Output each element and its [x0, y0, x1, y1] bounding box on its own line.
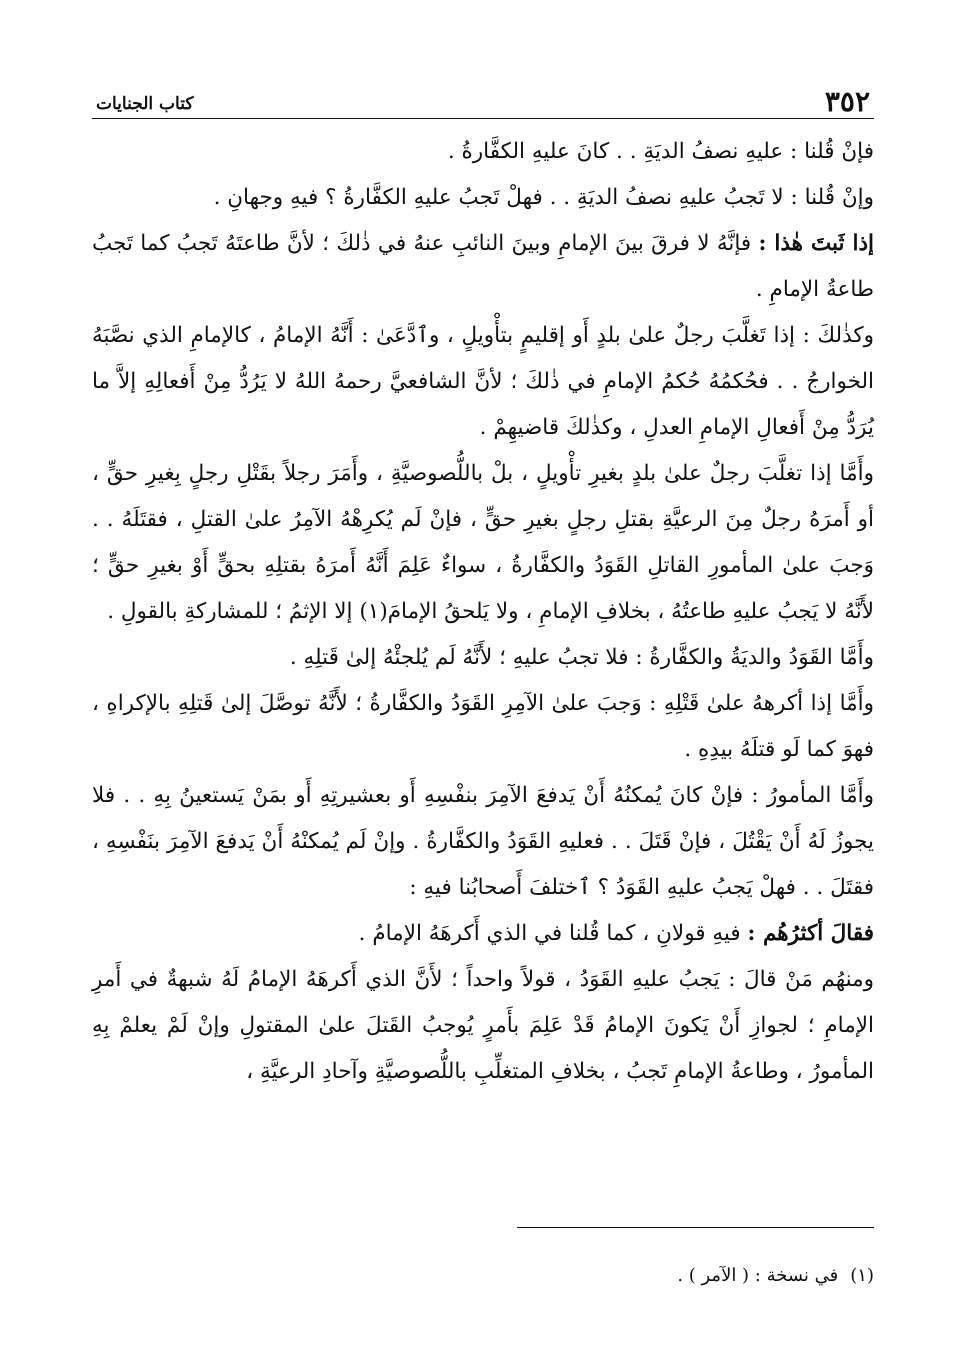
paragraph: فإنْ قُلنا : عليهِ نصفُ الديَةِ . . كانَ عليهِ الكفَّارةُ . — [447, 139, 874, 164]
paragraph-lead: إذا ثَبتَ هٰذا : — [758, 231, 875, 256]
book-page — [92, 80, 874, 1095]
page-body — [92, 129, 874, 1095]
running-title: كتاب الجنايات — [96, 94, 194, 114]
page-number: ٣٥٢ — [824, 85, 870, 118]
footnote — [677, 1262, 874, 1290]
paragraph: وأَمَّا المأمورُ : فإنْ كانَ يُمكنُهُ أَنْ يَدفعَ الآمِرَ بنفْسِهِ أَو بعشيرتِهِ أَو بمَنْ يَستعينُ بِهِ . . فلا يجوزُ لَهُ أَنْ يَقْتُلَ ، فإنْ قَتَلَ . . فعليهِ القَوَدُ والكفَّارةُ . وإنْ لَم يُمكنْهُ أَنْ يَدفعَ الآمِرَ بنَفْسِهِ ، فقتَلَ . . فهلْ يَجبُ عليهِ القَوَدُ ؟ ٱختلفَ أَصحابُنا فيهِ : — [92, 783, 874, 900]
paragraph: ومنهُم مَنْ قالَ : يَجبُ عليهِ القَوَدُ ، قولاً واحداً ؛ لأَنَّ الذي أَكرهَهُ الإمامُ لَهُ شبهةٌ في أَمرِ الإمامِ ؛ لجوازِ أَنْ يَكونَ الإمامُ قَدْ عَلِمَ بأَمرٍ يُوجبُ القَتلَ علىٰ المقتولِ وإنْ لَمْ يعلمْ بِهِ المأمورُ ، وطاعةُ الإمامِ تَجبُ ، بخلافِ المتغلِّبِ باللُّصوصيَّةِ وآحادِ الرعيَّةِ ، — [92, 967, 874, 1084]
paragraph: وأَمَّا القَوَدُ والديَةُ والكفَّارةُ : فلا تجبُ عليهِ ؛ لأَنَّهُ لَم يُلجئْهُ إلىٰ قَتلِهِ . — [289, 645, 874, 670]
footnote-divider — [517, 1227, 874, 1228]
paragraph: وأَمَّا إذا أكرههُ علىٰ قَتْلِهِ : وَجبَ علىٰ الآمِرِ القَوَدُ والكفَّارةُ ؛ لأَنَّهُ توصَّلَ إلىٰ قَتلِهِ بالإكراهِ ، فهوَ كما لَو قتلَهُ بيدِهِ . — [92, 691, 874, 762]
paragraph: إذا ثَبتَ هٰذا : فإنَّهُ لا فرقَ بينَ الإمامِ وبينَ النائبِ عنهُ في ذٰلكَ ؛ لأنَّ طاعتَهُ تَجبُ كما تَجبُ طاعةُ الإمامِ . — [92, 231, 875, 302]
paragraph-lead: فقالَ أكثرُهُم : — [747, 921, 874, 946]
paragraph: وإنْ قُلنا : لا تَجبُ عليهِ نصفُ الديَةِ . . فهلْ تَجبُ عليهِ الكفَّارةُ ؟ فيهِ وجهانِ . — [213, 185, 874, 210]
page-header — [92, 80, 874, 119]
footnote-number: (١) — [850, 1265, 874, 1286]
paragraph: وكذٰلكَ : إذا تَغلَّبَ رجلٌ علىٰ بلدٍ أَو إقليمٍ بتأْويلٍ ، وٱدَّعَىٰ : أَنَّهُ الإمامُ ، كالإمامِ الذي نصَّبَهُ الخوارجُ . . فحُكمُهُ حُكمُ الإمامِ في ذٰلكَ ؛ لأنَّ الشافعيَّ رحمهُ اللهُ لا يَرُدُّ مِنْ أَفعالِهِ إلاَّ ما يُرَدُّ مِنْ أَفعالِ الإمامِ العدلِ ، وكذٰلكَ قاضيهِمْ . — [92, 323, 874, 440]
paragraph: وأَمَّا إذا تغلَّبَ رجلٌ علىٰ بلدٍ بغيرِ تأْويلٍ ، بلْ باللُّصوصيَّةِ ، وأَمَرَ رجلاً بقَتْلِ رجلٍ بِغيرِ حقٍّ ، أو أَمرَهُ رجلٌ مِنَ الرعيَّةِ بقتلِ رجلٍ بغيرِ حقٍّ ، فإنْ لَم يُكرِهْهُ الآمِرُ علىٰ القتلِ ، فقتَلَهُ . . وَجبَ علىٰ المأمورِ القاتلِ القَوَدُ والكفَّارةُ ، سواءٌ عَلِمَ أَنَّهُ أَمرَهُ بقتلِهِ بحقٍّ أَوْ بغيرِ حقٍّ ؛ لأَنَّهُ لا يَجبُ عليهِ طاعتُهُ ، بخلافِ الإمامِ ، ولا يَلحقُ الإمامَ(١) إلا الإثمُ ؛ للمشاركةِ بالقولِ . — [92, 461, 874, 624]
footnote-text: في نسخة : ( الآمر ) . — [677, 1265, 839, 1286]
paragraph: فقالَ أكثرُهُم : فيهِ قولانِ ، كما قُلنا في الذي أَكرهَهُ الإمامُ . — [358, 921, 874, 946]
